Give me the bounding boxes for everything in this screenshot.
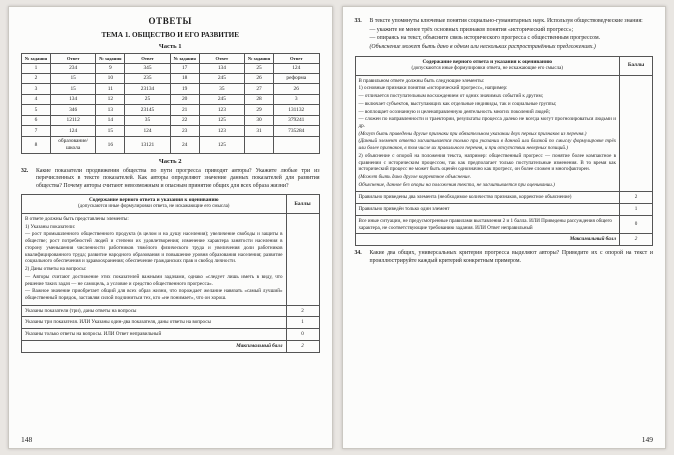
table-cell: 1 xyxy=(620,204,653,216)
table-cell: 735284 xyxy=(274,126,320,136)
table-cell: Указаны показатели (три), даны ответы на вопросы xyxy=(22,305,287,317)
table-header-row xyxy=(22,195,320,214)
column-header: № задания xyxy=(96,54,125,64)
table-cell: 18 xyxy=(170,73,199,83)
table-cell: 23 xyxy=(170,126,199,136)
table-row xyxy=(22,94,320,104)
q33-scoring-table xyxy=(355,56,654,246)
table-cell: 21 xyxy=(170,105,199,115)
answer-paragraph: В правильном ответе должны быть следующие элементы: xyxy=(358,77,485,84)
table-row xyxy=(22,63,320,73)
table-cell: 19 xyxy=(170,84,199,94)
question-text: Какие два общих, универсальных критерия прогресса выделяют авторы? Приведите их с опорой на текст и проиллюстрируйте каждый критерий конкретным примером. xyxy=(369,250,653,264)
scoring-header-title: Содержание верного ответа и указания к оцениванию xyxy=(88,197,219,204)
table-cell: 3 xyxy=(22,84,51,94)
max-score-label: Максимальный балл xyxy=(355,234,620,246)
table-cell: 134 xyxy=(50,94,95,104)
table-cell: Все иные ситуации, не предусмотренные правилами выставления 2 и 1 балла. ИЛИ Приведены рассуждения общего характера, не соответствующие требованию задания. ИЛИ Ответ неправильный xyxy=(355,215,620,233)
table-cell: 35 xyxy=(199,84,244,94)
max-score-label: Максимальный балл xyxy=(22,340,287,352)
table-cell: 124 xyxy=(50,126,95,136)
table-row xyxy=(22,214,320,306)
score-cell-empty xyxy=(620,75,653,192)
scoring-table-head xyxy=(22,195,320,214)
answer-paragraph: 2) Даны ответы на вопросы: xyxy=(25,266,87,273)
answer-paragraph: — опираясь на текст, объясните связь исторического прогресса с общественным прогрессом. xyxy=(369,35,601,42)
table-cell: 2 xyxy=(620,192,653,204)
table-cell: образование/ школа xyxy=(50,136,95,153)
table-cell: 15 xyxy=(50,73,95,83)
answer-paragraph: (Данный элемент ответа засчитывается только при указании в данной или близкой по смыслу формулировке трёх или более признаков, в том числе их правильного перечня, и при отсутствии неверных позиций.) xyxy=(358,138,616,152)
column-header: Ответ xyxy=(199,54,244,64)
answer-content-cell xyxy=(22,214,287,306)
table-row xyxy=(22,126,320,136)
table-cell: 26 xyxy=(274,84,320,94)
question-number: 33. xyxy=(354,18,362,24)
table-cell: 20 xyxy=(170,94,199,104)
max-score-value: 2 xyxy=(286,340,319,352)
answer-paragraph: 1) Указаны показатели: xyxy=(25,223,76,230)
table-cell: реформа xyxy=(274,73,320,83)
table-row xyxy=(22,329,320,341)
table-row xyxy=(22,115,320,125)
table-cell: 0 xyxy=(620,215,653,233)
table-cell: 13 xyxy=(96,105,125,115)
column-header: № задания xyxy=(245,54,274,64)
table-cell: 29 xyxy=(245,105,274,115)
score-cell-empty xyxy=(286,214,319,306)
table-cell: 123 xyxy=(199,105,244,115)
table-cell: 28 xyxy=(245,94,274,104)
part1-answers-table xyxy=(21,53,320,154)
table-cell: Правильно приведены два элемента (необходимое количество признаков, корректное объяснение) xyxy=(355,192,620,204)
table-row xyxy=(22,73,320,83)
table-cell: 131132 xyxy=(274,105,320,115)
table-cell: Правильно приведён только один элемент xyxy=(355,204,620,216)
table-cell: 13121 xyxy=(125,136,170,153)
table-cell: 23134 xyxy=(125,84,170,94)
table-cell: 26 xyxy=(245,73,274,83)
table-cell: 7 xyxy=(22,126,51,136)
table-row xyxy=(22,317,320,329)
table-row xyxy=(22,84,320,94)
table-row xyxy=(355,75,653,192)
table-cell: 35 xyxy=(125,115,170,125)
table-cell: 6 xyxy=(22,115,51,125)
question-number: 32. xyxy=(21,167,29,174)
table-cell xyxy=(245,136,274,153)
table-cell: 25 xyxy=(125,94,170,104)
question-number: 34. xyxy=(354,250,362,257)
table-header-row xyxy=(22,54,320,64)
question-33 xyxy=(355,18,654,52)
table-cell: 31 xyxy=(245,126,274,136)
table-cell: Указаны три показателя. ИЛИ Указаны один-два показателя, даны ответы на вопросы xyxy=(22,317,287,329)
column-header: № задания xyxy=(170,54,199,64)
table-cell: 345 xyxy=(125,63,170,73)
table-row xyxy=(355,192,653,204)
answer-paragraph: (Могут быть приведены другие признаки при обязательном указании двух первых признаков из перечня.) xyxy=(358,130,587,137)
page-left xyxy=(8,6,333,449)
question-text xyxy=(370,18,654,52)
scoring-criteria-body xyxy=(355,192,653,234)
answer-paragraph: 1) основные признаки понятия «исторический прогресс», например: xyxy=(358,85,508,92)
answers-table-head xyxy=(22,54,320,64)
table-cell: 125 xyxy=(199,136,244,153)
max-score-row xyxy=(355,234,653,246)
column-header: Ответ xyxy=(274,54,320,64)
column-header: № задания xyxy=(22,54,51,64)
table-cell: 11 xyxy=(96,84,125,94)
question-34 xyxy=(355,250,654,265)
max-score-row xyxy=(22,340,320,352)
table-row xyxy=(355,204,653,216)
table-cell: 346 xyxy=(50,105,95,115)
answer-paragraph: — включает субъектов, выступающих как отдельные индивиды, так и социальные группы; xyxy=(358,100,557,107)
scoring-criteria-body xyxy=(22,305,320,340)
page-number-left: 148 xyxy=(21,435,33,444)
table-cell: 12 xyxy=(96,94,125,104)
column-header: Ответ xyxy=(125,54,170,64)
table-cell xyxy=(274,136,320,153)
table-cell: 234 xyxy=(50,63,95,73)
table-cell: 23145 xyxy=(125,105,170,115)
answer-paragraph: — Авторы считают достижение этих показателей важными задачами, однако «следует лишь иметь в виду, что решение таких задач — не самоцель, а условие и средство общественного прогресса». xyxy=(25,273,283,287)
table-cell: 124 xyxy=(125,126,170,136)
table-cell: 123 xyxy=(199,126,244,136)
table-cell: 124 xyxy=(274,63,320,73)
answer-content-cell xyxy=(355,75,620,192)
table-cell: Указаны только ответы на вопросы. ИЛИ Ответ неправильный xyxy=(22,329,287,341)
table-row xyxy=(22,136,320,153)
table-cell: 25 xyxy=(245,63,274,73)
table-cell: 8 xyxy=(22,136,51,153)
table-cell: 24 xyxy=(170,136,199,153)
table-row xyxy=(22,305,320,317)
answer-paragraph: — Важное значение приобретает общий для всех образ жизни, что порождает желание навязать «самый лучший» общественный порядок, заставляя силой подчиниться тех, кто «не понимает», что он хорош. xyxy=(25,288,283,301)
table-cell: 27 xyxy=(245,84,274,94)
table-cell: 15 xyxy=(50,84,95,94)
table-cell: 0 xyxy=(286,329,319,341)
answer-paragraph: — рост промышленного общественного продукта (в целом и на душу населения); увеличение свободы и защиты в обществе; рост потребностей людей и степени их удовлетворения; изменение характера занятости населения в сторону уменьшения численности работников тяжёлого физического труда и увеличения доли работников квалифицированного труда; развитие народного образования и повышение уровня образования населения; развитие социального обеспечения и здравоохранения; обеспечение гражданских прав и свобод личности. xyxy=(25,231,283,265)
scoring-header-subtitle: (допускаются иные формулировки ответа, не искажающие его смысла) xyxy=(411,66,563,72)
question-text: Какие показатели продвижения общества по пути прогресса приводят авторы? Укажите любые три из перечисленных в тексте показателей. Как авторы определяют значение данных показателей для развития общества? Почему авторы считают невозможным и опасным принятие общих для всех образа жизни? xyxy=(36,167,320,189)
max-score-value: 2 xyxy=(620,234,653,246)
table-cell: 379241 xyxy=(274,115,320,125)
answer-paragraph: В ответе должны быть представлены элементы: xyxy=(25,216,129,223)
part1-heading: Часть 1 xyxy=(158,43,182,50)
q32-scoring-table xyxy=(21,194,320,352)
scoring-content-body xyxy=(22,214,320,306)
answer-paragraph: В тексте упомянуты ключевые понятия социально-гуманитарных наук. Используя обществоведческие знания: xyxy=(369,18,643,24)
answer-paragraph: (Может быть дано другое корректное объяснение. xyxy=(358,174,472,181)
table-cell: 12112 xyxy=(50,115,95,125)
table-cell: 30 xyxy=(245,115,274,125)
table-cell: 1 xyxy=(22,63,51,73)
scoring-header-cell xyxy=(22,195,287,214)
table-cell: 1 xyxy=(286,317,319,329)
score-column-header: Баллы xyxy=(620,57,653,76)
answer-paragraph: (Объяснение может быть дано в одном или нескольких распространённых предложениях.) xyxy=(369,43,596,50)
table-cell: 4 xyxy=(22,94,51,104)
scoring-header-subtitle: (допускаются иные формулировки ответа, не искажающие его смысла) xyxy=(78,204,230,210)
table-cell: 9 xyxy=(96,63,125,73)
page-number-right: 149 xyxy=(641,435,653,444)
scoring-max-body xyxy=(22,340,320,352)
table-cell: 5 xyxy=(22,105,51,115)
scoring-header-cell xyxy=(355,57,620,76)
table-cell: 3 xyxy=(274,94,320,104)
theme-title: ТЕМА 1. ОБЩЕСТВО И ЕГО РАЗВИТИЕ xyxy=(101,31,240,39)
table-cell: 235 xyxy=(125,73,170,83)
table-row xyxy=(355,215,653,233)
answers-table-body xyxy=(22,63,320,153)
table-cell: 17 xyxy=(170,63,199,73)
answer-paragraph: — укажите не менее трёх основных признаков понятия «исторический прогресс»; xyxy=(369,26,574,33)
table-cell: 245 xyxy=(199,94,244,104)
part2-heading: Часть 2 xyxy=(158,157,182,165)
answer-paragraph: Объяснение, данное без опоры на положения текста, не засчитывается при оценивании.) xyxy=(358,181,555,188)
table-cell: 245 xyxy=(199,73,244,83)
answer-paragraph: 2) объяснение с опорой на положения текста, например: общественный прогресс — понятие более компактное в сравнении с историческим процессом, так как предполагает только поступательные изменения. В то время как исторический процесс не может быть оценён однозначно как прогресс, он более сложен и многофакторен. xyxy=(358,152,616,173)
table-cell: 15 xyxy=(96,126,125,136)
table-cell: 125 xyxy=(199,115,244,125)
table-cell: 22 xyxy=(170,115,199,125)
answer-paragraph: — сложен по направленности и траектории, результаты процесса далеко не всегда могут прогнозироваться людьми и др. xyxy=(358,116,616,130)
table-cell: 2 xyxy=(22,73,51,83)
question-32 xyxy=(21,168,320,191)
table-row xyxy=(22,105,320,115)
answers-title: ОТВЕТЫ xyxy=(148,16,192,26)
page-right xyxy=(342,6,667,449)
scoring-header-title: Содержание верного ответа и указания к оцениванию xyxy=(422,59,553,66)
table-cell: 134 xyxy=(199,63,244,73)
scoring-content-body xyxy=(355,75,653,192)
table-header-row xyxy=(355,57,653,76)
answer-paragraph: — воплощает осознанную и целенаправленную деятельность многих поколений людей; xyxy=(358,108,551,115)
table-cell: 16 xyxy=(96,136,125,153)
score-column-header: Баллы xyxy=(286,195,319,214)
scoring-max-body xyxy=(355,234,653,246)
column-header: Ответ xyxy=(50,54,95,64)
table-cell: 14 xyxy=(96,115,125,125)
answer-paragraph: — отличается поступательным восхождением от одних значимых событий к другим; xyxy=(358,93,544,100)
table-cell: 10 xyxy=(96,73,125,83)
scoring-table-head xyxy=(355,57,653,76)
table-cell: 2 xyxy=(286,305,319,317)
